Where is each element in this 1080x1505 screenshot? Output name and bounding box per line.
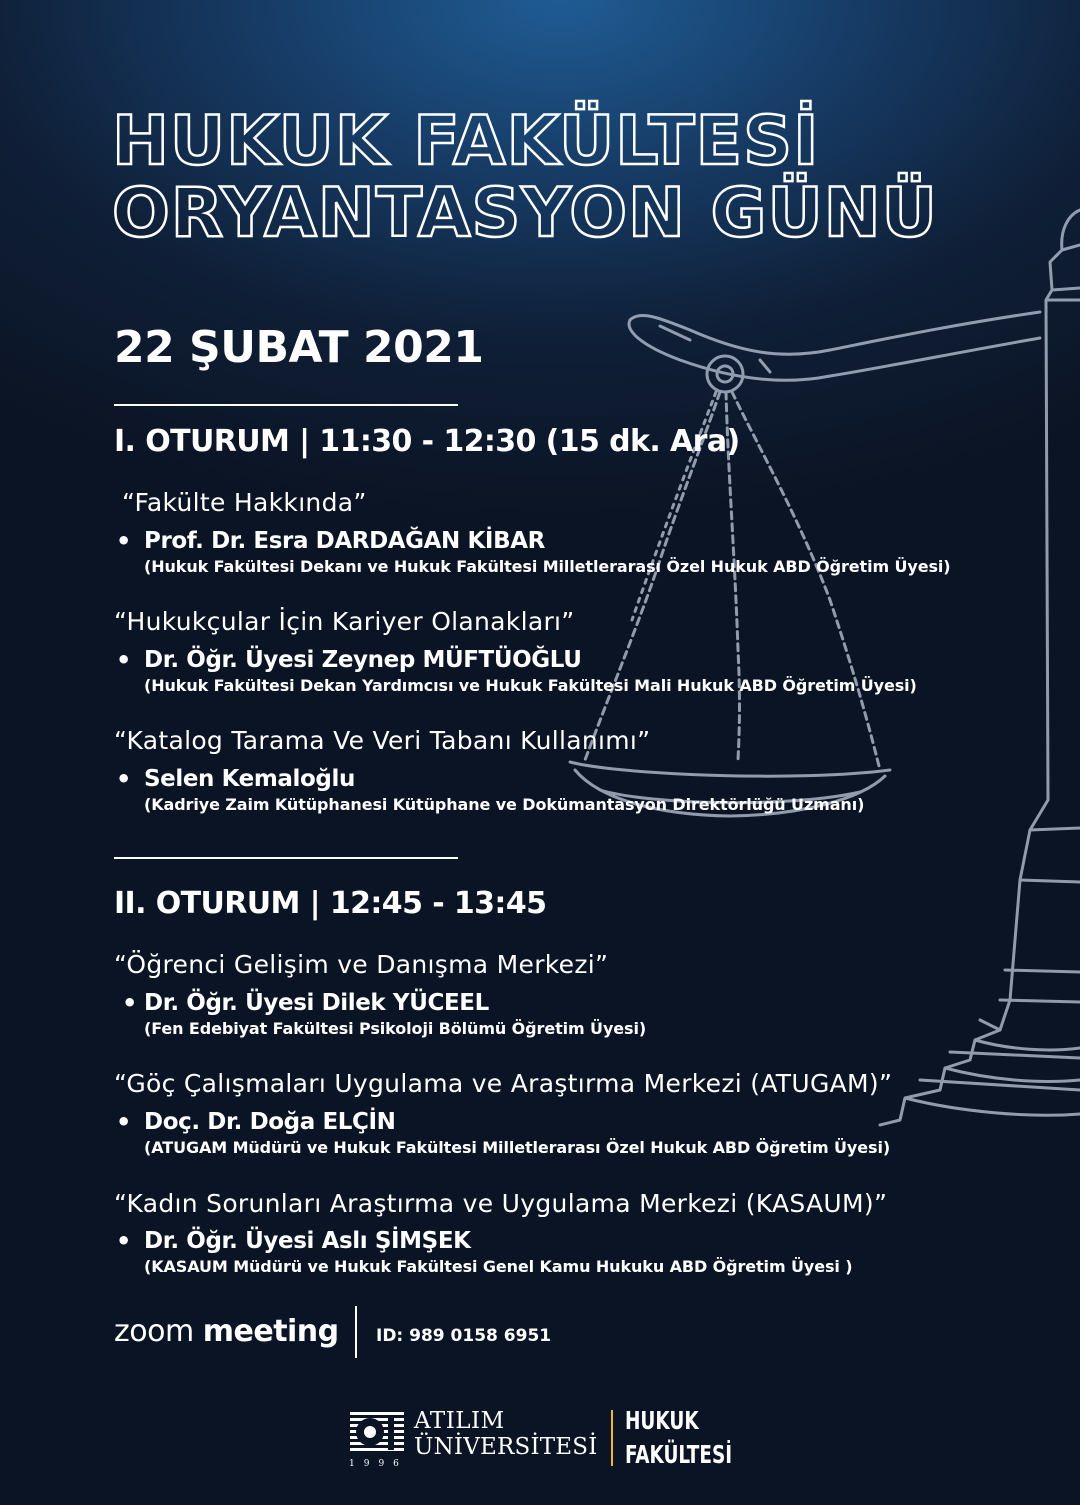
zoom-meeting-id: ID: 989 0158 6951 xyxy=(376,1326,552,1346)
bullet: • xyxy=(116,646,132,674)
zoom-word: zoom xyxy=(114,1314,194,1349)
bullet: • xyxy=(116,1227,132,1255)
talk-1-role: (Hukuk Fakültesi Dekanı ve Hukuk Fakültesi Milletlerarası Özel Hukuk ABD Öğretim Üyesi) xyxy=(144,557,951,576)
bullet: • xyxy=(116,765,132,793)
talk-5-title: “Göç Çalışmaları Uygulama ve Araştırma Merkezi (ATUGAM)” xyxy=(114,1069,893,1098)
talk-4-role: (Fen Edebiyat Fakültesi Psikoloji Bölümü Öğretim Üyesi) xyxy=(144,1019,647,1038)
session-1-heading: I. OTURUM | 11:30 - 12:30 (15 dk. Ara) xyxy=(114,424,740,459)
faculty-name-line-1: HUKUK xyxy=(625,1406,699,1435)
zoom-meeting-label xyxy=(114,1314,339,1349)
atilim-logo-icon xyxy=(348,1412,406,1458)
session-2-heading: II. OTURUM | 12:45 - 13:45 xyxy=(114,886,547,921)
bullet: • xyxy=(116,1108,132,1136)
logo-separator xyxy=(611,1410,613,1466)
talk-6-role: (KASAUM Müdürü ve Hukuk Fakültesi Genel Kamu Hukuku ABD Öğretim Üyesi ) xyxy=(144,1257,853,1276)
talk-3-speaker: Selen Kemaloğlu xyxy=(144,766,355,792)
event-date: 22 ŞUBAT 2021 xyxy=(114,322,484,373)
divider-2 xyxy=(114,857,458,859)
talk-2-role: (Hukuk Fakültesi Dekan Yardımcısı ve Hukuk Fakültesi Mali Hukuk ABD Öğretim Üyesi) xyxy=(144,676,917,695)
talk-3-title: “Katalog Tarama Ve Veri Tabanı Kullanımı” xyxy=(114,726,651,755)
university-name-line-1: ATILIM xyxy=(414,1408,505,1434)
talk-5-role: (ATUGAM Müdürü ve Hukuk Fakültesi Milletlerarası Özel Hukuk ABD Öğretim Üyesi) xyxy=(144,1138,891,1157)
university-name-line-2: ÜNİVERSİTESİ xyxy=(414,1434,598,1460)
bullet: • xyxy=(116,527,132,555)
title-line-2: ORYANTASYON GÜNÜ xyxy=(112,174,938,253)
talk-2-title: “Hukukçular İçin Kariyer Olanakları” xyxy=(114,607,575,636)
founded-year: 1996 xyxy=(349,1459,408,1469)
talk-1-title: “Fakülte Hakkında” xyxy=(122,488,367,517)
talk-2-speaker: Dr. Öğr. Üyesi Zeynep MÜFTÜOĞLU xyxy=(144,647,582,673)
talk-1-speaker: Prof. Dr. Esra DARDAĞAN KİBAR xyxy=(144,528,545,554)
talk-3-role: (Kadriye Zaim Kütüphanesi Kütüphane ve Dokümantasyon Direktörlüğü Uzmanı) xyxy=(144,795,865,814)
talk-6-speaker: Dr. Öğr. Üyesi Aslı ŞİMŞEK xyxy=(144,1228,471,1254)
talk-4-title: “Öğrenci Gelişim ve Danışma Merkezi” xyxy=(114,950,609,979)
talk-6-title: “Kadın Sorunları Araştırma ve Uygulama Merkezi (KASAUM)” xyxy=(114,1189,888,1218)
talk-4-speaker: Dr. Öğr. Üyesi Dilek YÜCEEL xyxy=(144,990,489,1016)
talk-5-speaker: Doç. Dr. Doğa ELÇİN xyxy=(144,1109,396,1135)
title-line-1: HUKUK FAKÜLTESİ xyxy=(112,102,820,181)
bullet: • xyxy=(122,989,138,1017)
meeting-word: meeting xyxy=(202,1314,339,1349)
faculty-name-line-2: FAKÜLTESİ xyxy=(625,1440,733,1469)
divider-1 xyxy=(114,404,458,406)
zoom-separator xyxy=(355,1306,357,1358)
